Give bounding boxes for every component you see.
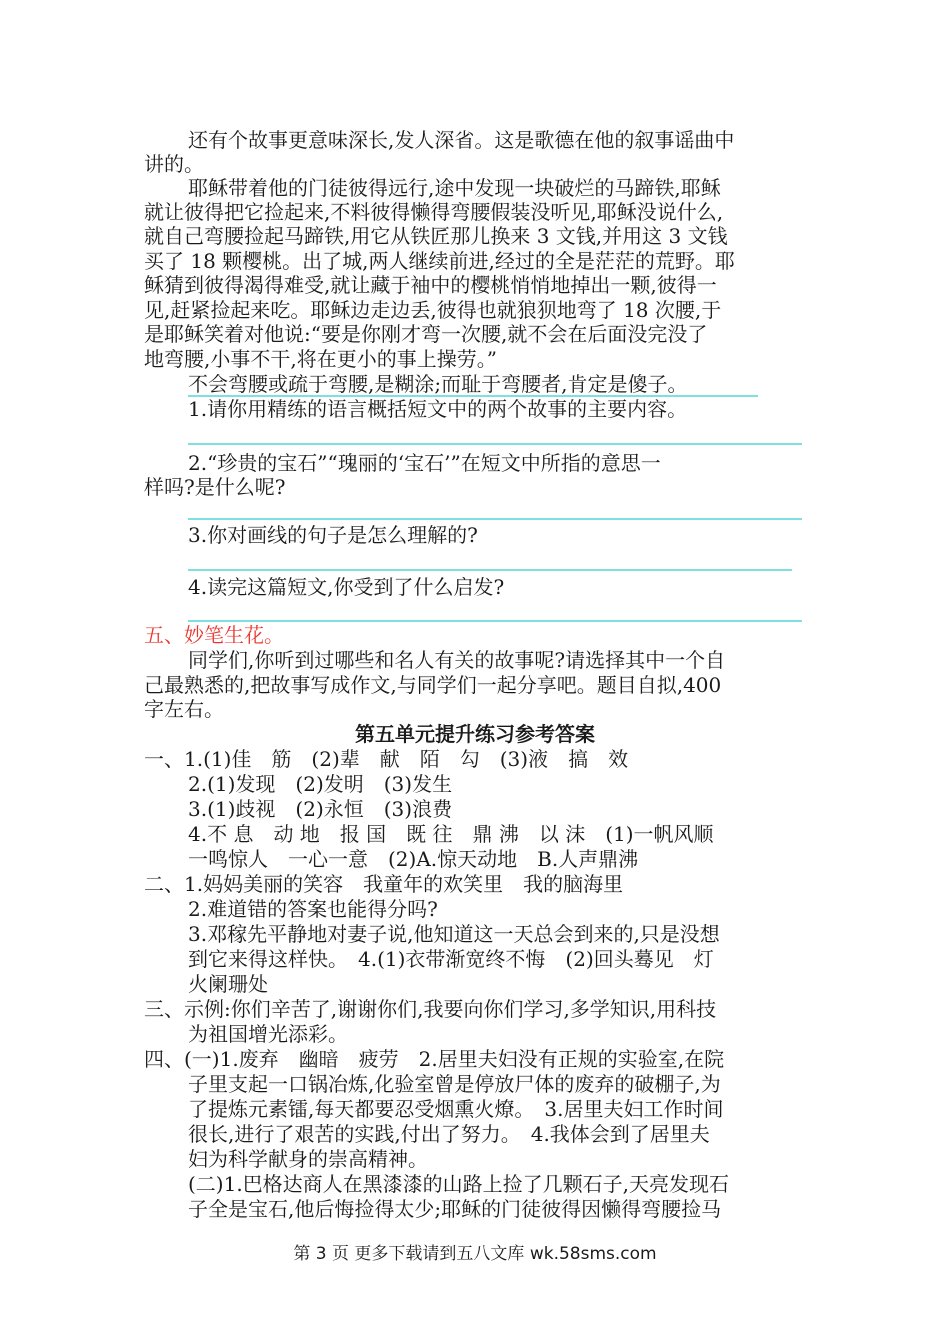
passage-line: 就让彼得把它捡起来,不料彼得懒得弯腰假装没听见,耶稣没说什么, xyxy=(144,200,724,224)
answer-line: 一、1.(1)佳 筋 (2)辈 献 陌 勾 (3)液 搞 效 xyxy=(144,747,629,771)
answer-line: 三、示例:你们辛苦了,谢谢你们,我要向你们学习,多学知识,用科技 xyxy=(144,997,717,1021)
answer-line-2[interactable] xyxy=(188,518,802,520)
question-2-line-1: 2.“珍贵的宝石”“瑰丽的‘宝石’”在短文中所指的意思一 xyxy=(188,451,661,475)
answer-line: (二)1.巴格达商人在黑漆漆的山路上捡了几颗石子,天亮发现石 xyxy=(188,1172,730,1196)
section-5-line: 字左右。 xyxy=(144,697,224,721)
passage-line: 见,赶紧捡起来吃。耶稣边走边丢,彼得也就狼狈地弯了 18 次腰,于 xyxy=(144,298,722,322)
answer-line: 4.不 息 动 地 报 国 既 往 鼎 沸 以 沫 (1)一帆风顺 xyxy=(188,822,714,846)
answer-line: 子里支起一口锅冶炼,化验室曾是停放尸体的废弃的破棚子,为 xyxy=(188,1072,721,1096)
passage-line: 稣猜到彼得渴得难受,就让藏于袖中的樱桃悄悄地掉出一颗,彼得一 xyxy=(144,273,717,297)
passage-line: 还有个故事更意味深长,发人深省。这是歌德在他的叙事谣曲中 xyxy=(188,128,735,152)
passage-line: 买了 18 颗樱桃。出了城,两人继续前进,经过的全是茫茫的荒野。耶 xyxy=(144,249,735,273)
answer-line: 3.(1)歧视 (2)永恒 (3)浪费 xyxy=(188,797,453,821)
section-5-line: 同学们,你听到过哪些和名人有关的故事呢?请选择其中一个自 xyxy=(188,648,726,672)
question-3: 3.你对画线的句子是怎么理解的? xyxy=(188,523,478,547)
question-1: 1.请你用精练的语言概括短文中的两个故事的主要内容。 xyxy=(188,397,688,421)
answer-line: 2.难道错的答案也能得分吗? xyxy=(188,897,438,921)
section-5-line: 己最熟悉的,把故事写成作文,与同学们一起分享吧。题目自拟,400 xyxy=(144,673,722,697)
answer-line-1[interactable] xyxy=(188,443,802,445)
answer-line: 2.(1)发现 (2)发明 (3)发生 xyxy=(188,772,453,796)
answer-line: 了提炼元素镭,每天都要忍受烟熏火燎。 3.居里夫妇工作时间 xyxy=(188,1097,724,1121)
answer-line-3[interactable] xyxy=(188,569,792,571)
answer-line: 3.邓稼先平静地对妻子说,他知道这一天总会到来的,只是没想 xyxy=(188,922,720,946)
passage-line: 耶稣带着他的门徒彼得远行,途中发现一块破烂的马蹄铁,耶稣 xyxy=(188,176,721,200)
question-2-line-2: 样吗?是什么呢? xyxy=(144,475,286,499)
passage-line: 就自己弯腰捡起马蹄铁,用它从铁匠那儿换来 3 文钱,并用这 3 文钱 xyxy=(144,224,728,248)
answer-line: 为祖国增光添彩。 xyxy=(188,1022,348,1046)
passage-line: 地弯腰,小事不干,将在更小的事上操劳。” xyxy=(144,347,497,371)
answer-line: 二、1.妈妈美丽的笑容 我童年的欢笑里 我的脑海里 xyxy=(144,872,624,896)
page-footer: 第 3 页 更多下载请到五八文库 wk.58sms.com xyxy=(293,1244,657,1264)
answers-title: 第五单元提升练习参考答案 xyxy=(355,722,595,746)
underlined-sentence: 不会弯腰或疏于弯腰,是糊涂;而耻于弯腰者,肯定是傻子。 xyxy=(188,372,688,396)
answer-line: 到它来得这样快。 4.(1)衣带渐宽终不悔 (2)回头蓦见 灯 xyxy=(188,947,714,971)
answer-line: 妇为科学献身的崇高精神。 xyxy=(188,1147,428,1171)
answer-line: 很长,进行了艰苦的实践,付出了努力。 4.我体会到了居里夫 xyxy=(188,1122,710,1146)
section-5-heading: 五、妙笔生花。 xyxy=(144,623,284,647)
answer-line: 一鸣惊人 一心一意 (2)A.惊天动地 B.人声鼎沸 xyxy=(188,847,639,871)
passage-line: 讲的。 xyxy=(144,152,204,176)
passage-line: 是耶稣笑着对他说:“要是你刚才弯一次腰,就不会在后面没完没了 xyxy=(144,322,708,346)
question-4: 4.读完这篇短文,你受到了什么启发? xyxy=(188,575,505,599)
answer-line: 火阑珊处 xyxy=(188,972,268,996)
answer-line: 子全是宝石,他后悔捡得太少;耶稣的门徒彼得因懒得弯腰捡马 xyxy=(188,1197,722,1221)
answer-line: 四、(一)1.废弃 幽暗 疲劳 2.居里夫妇没有正规的实验室,在院 xyxy=(144,1047,725,1071)
